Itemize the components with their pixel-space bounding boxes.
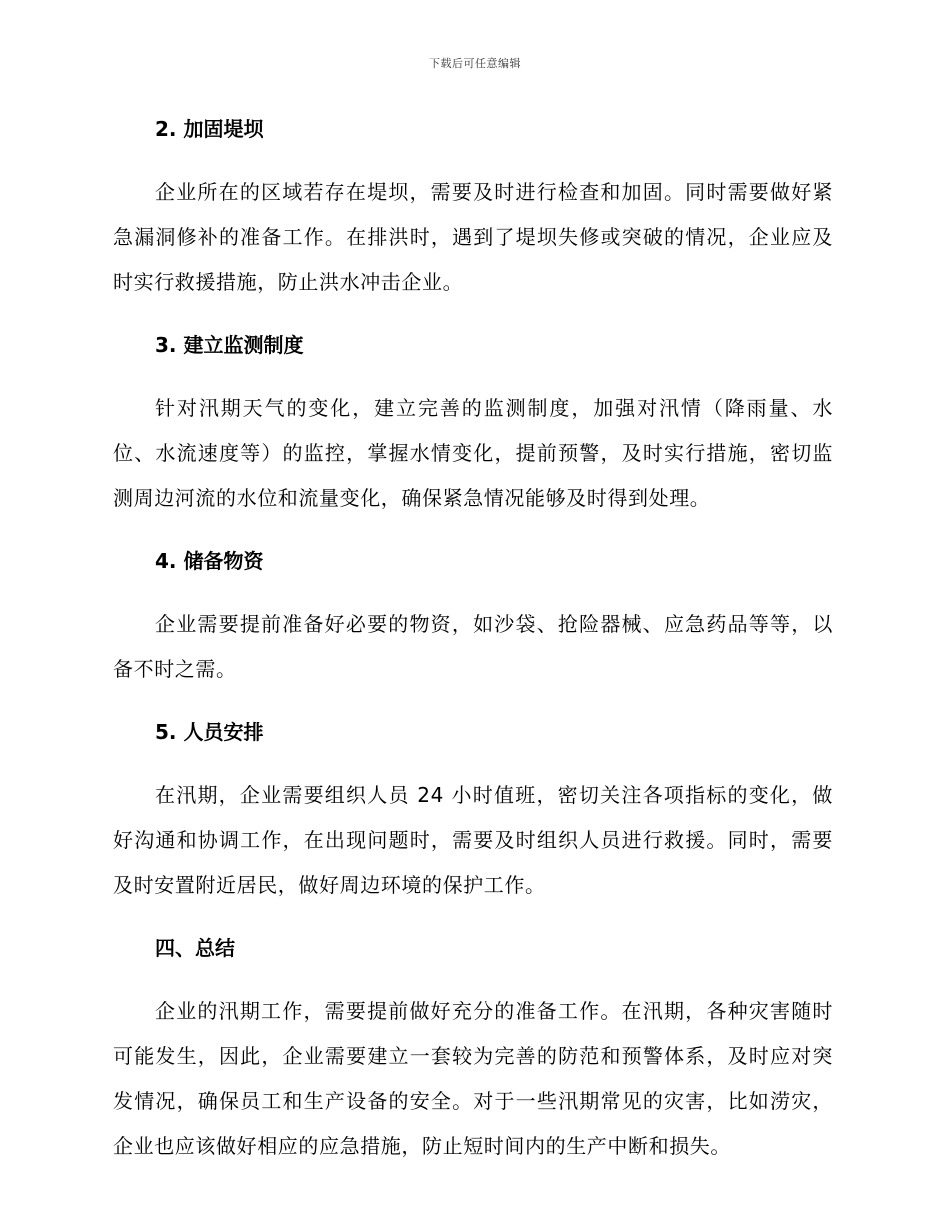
page-header: 下载后可任意编辑 (429, 57, 521, 70)
section-paragraph-summary: 企业的汛期工作，需要提前做好充分的准备工作。在汛期，各种灾害随时可能发生，因此，企业需要建立一套较为完善的防范和预警体系，及时应对突发情况，确保员工和生产设备的安全。对于一些汛期常见的灾害，比如涝灾，企业也应该做好相应的应急措施，防止短时间内的生产中断和损失。 (113, 999, 833, 1158)
section-paragraph-monitoring-system: 针对汛期天气的变化，建立完善的监测制度，加强对汛情（降雨量、水位、水流速度等）的监控，掌握水情变化，提前预警，及时实行措施，密切监测周边河流的水位和流量变化，确保紧急情况能够及时得到处理。 (113, 396, 833, 510)
section-heading-summary: 四、总结 (155, 936, 235, 960)
section-heading-monitoring-system: 3. 建立监测制度 (155, 333, 304, 357)
section-heading-reinforce-dam: 2. 加固堤坝 (155, 117, 264, 141)
section-paragraph-staff-arrangement: 在汛期，企业需要组织人员 24 小时值班，密切关注各项指标的变化，做好沟通和协调工作，在出现问题时，需要及时组织人员进行救援。同时，需要及时安置附近居民，做好周边环境的保护工作。 (113, 783, 833, 897)
document-body (113, 112, 833, 1169)
section-paragraph-reserve-supplies: 企业需要提前准备好必要的物资，如沙袋、抢险器械、应急药品等等，以备不时之需。 (113, 612, 833, 681)
section-heading-reserve-supplies: 4. 储备物资 (155, 549, 264, 573)
section-paragraph-reinforce-dam: 企业所在的区域若存在堤坝，需要及时进行检查和加固。同时需要做好紧急漏洞修补的准备工作。在排洪时，遇到了堤坝失修或突破的情况，企业应及时实行救援措施，防止洪水冲击企业。 (113, 180, 833, 294)
section-heading-staff-arrangement: 5. 人员安排 (155, 720, 264, 744)
